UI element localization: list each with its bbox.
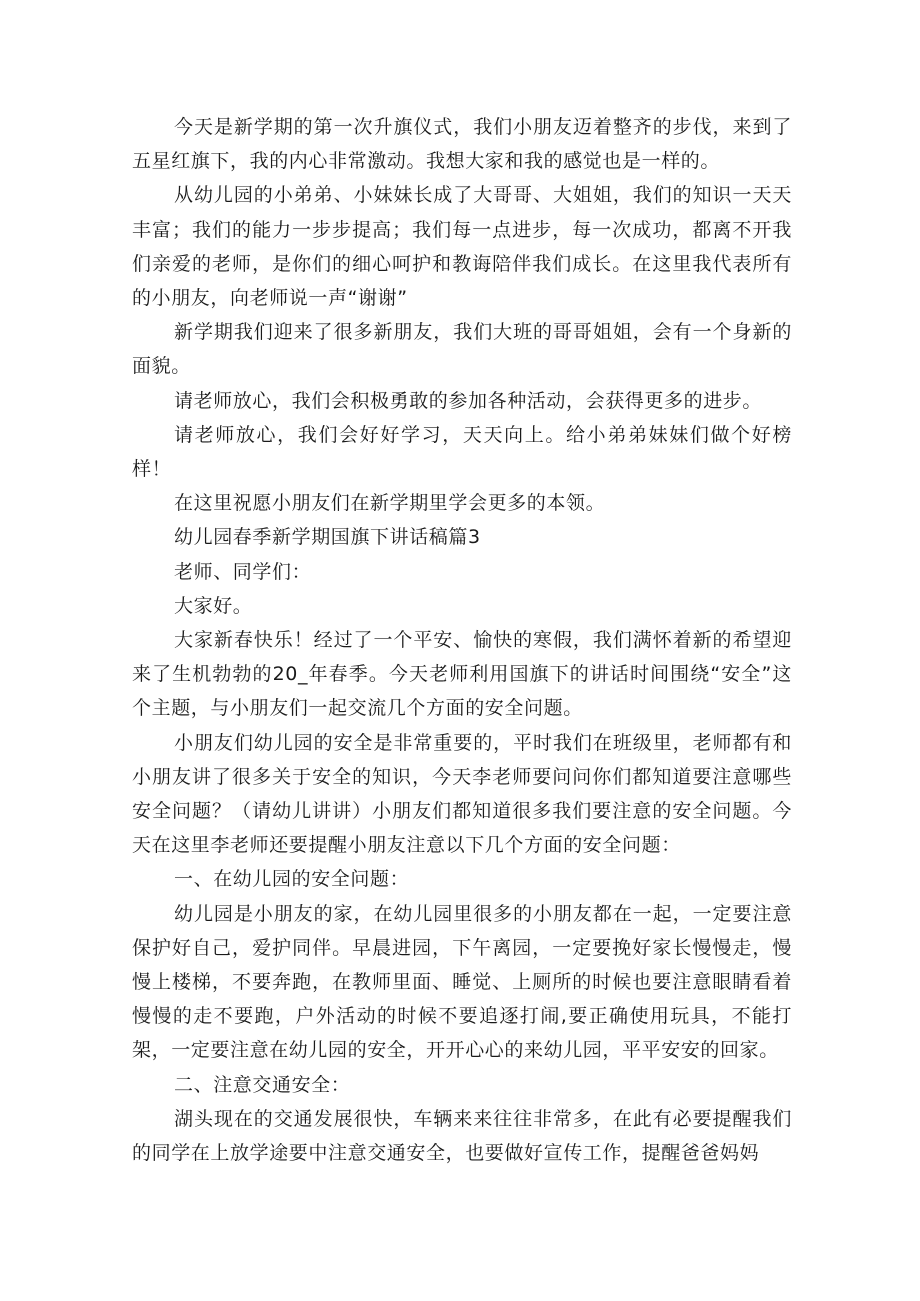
document-body (132, 110, 792, 1170)
paragraph-traffic-safety: 湖头现在的交通发展很快，车辆来来往往非常多，在此有必要提醒我们的同学在上放学途要中注意交通安全，也要做好宣传工作，提醒爸爸妈妈 (132, 1107, 792, 1165)
paragraph-wishes: 在这里祝愿小朋友们在新学期里学会更多的本领。 (174, 492, 606, 515)
paragraph-study: 请老师放心，我们会好好学习，天天向上。给小弟弟妹妹们做个好榜样！ (132, 423, 792, 481)
paragraph-thank-teachers: 从幼儿园的小弟弟、小妹妹长成了大哥哥、大姐姐，我们的知识一天天丰富；我们的能力一步步提高；我们每一点进步，每一次成功，都离不开我们亲爱的老师，是你们的细心呵护和教诲陪伴我们成长。在这里我代表所有的小朋友，向老师说一声“谢谢” (132, 184, 792, 310)
section-heading: 幼儿园春季新学期国旗下讲话稿篇3 (174, 526, 481, 549)
paragraph-activities: 请老师放心，我们会积极勇敢的参加各种活动，会获得更多的进步。 (174, 389, 763, 412)
paragraph-new-year: 大家新春快乐！经过了一个平安、愉快的寒假，我们满怀着新的希望迎来了生机勃勃的20_年春季。今天老师利用国旗下的讲话时间围绕“安全”这个主题，与小朋友们一起交流几个方面的安全问题。 (132, 629, 792, 720)
subheading-traffic-safety: 二、注意交通安全： (174, 1073, 351, 1096)
paragraph-safety-intro: 小朋友们幼儿园的安全是非常重要的，平时我们在班级里，老师都有和小朋友讲了很多关于安全的知识，今天李老师要问问你们都知道要注意哪些安全问题？（请幼儿讲讲）小朋友们都知道很多我们要注意的安全问题。今天在这里李老师还要提醒小朋友注意以下几个方面的安全问题： (132, 731, 792, 857)
greeting-audience: 老师、同学们： (174, 560, 312, 583)
paragraph-flag-ceremony: 今天是新学期的第一次升旗仪式，我们小朋友迈着整齐的步伐，来到了五星红旗下，我的内心非常激动。我想大家和我的感觉也是一样的。 (132, 116, 792, 173)
paragraph-kindergarten-safety: 幼儿园是小朋友的家，在幼儿园里很多的小朋友都在一起，一定要注意保护好自己，爱护同伴。早晨进园，下午离园，一定要挽好家长慢慢走，慢慢上楼梯，不要奔跑，在教师里面、睡觉、上厕所的时候也要注意眼睛看着慢慢的走不要跑，户外活动的时候不要追逐打闹,要正确使用玩具，不能打架，一定要注意在幼儿园的安全，开开心心的来幼儿园，平平安安的回家。 (132, 902, 792, 1062)
greeting-hello: 大家好。 (174, 594, 253, 617)
subheading-kindergarten-safety: 一、在幼儿园的安全问题： (174, 868, 410, 891)
paragraph-new-friends: 新学期我们迎来了很多新朋友，我们大班的哥哥姐姐，会有一个身新的面貌。 (132, 321, 792, 378)
